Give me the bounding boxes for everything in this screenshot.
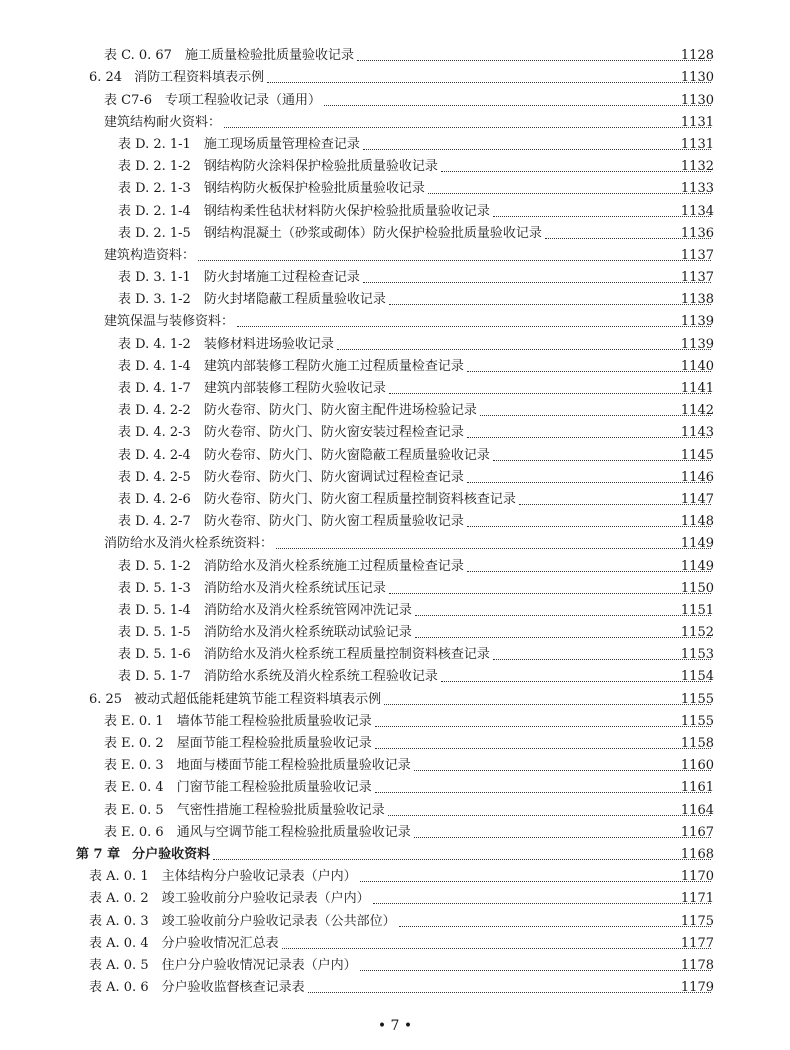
- toc-entry-number: 表 E. 0. 5: [104, 802, 164, 818]
- dot-leader: [414, 836, 711, 838]
- toc-entry-number: 表 D. 3. 1-1: [118, 270, 191, 286]
- toc-entry[interactable]: [0, 419, 790, 441]
- toc-entry-title: 防火封堵施工过程检查记录: [203, 270, 360, 286]
- dot-leader: [388, 814, 711, 816]
- toc-entry[interactable]: [0, 508, 790, 530]
- toc-entry-title: 建筑保温与装修资料：: [104, 314, 235, 330]
- toc-entry-title: 施工质量检验批质量验收记录: [184, 48, 354, 64]
- dot-leader: [308, 991, 711, 993]
- toc-entry-page: 1178: [680, 957, 714, 973]
- toc-entry[interactable]: [0, 375, 790, 397]
- toc-entry-page: 1149: [680, 558, 714, 574]
- dot-leader: [467, 525, 711, 527]
- toc-entry-title: 防火封堵隐蔽工程质量验收记录: [203, 292, 386, 308]
- toc-entry[interactable]: [0, 952, 790, 974]
- toc-entry[interactable]: [0, 641, 790, 663]
- toc-entry[interactable]: [0, 907, 790, 929]
- toc-entry-title: 分户验收监督核查记录表: [161, 980, 305, 996]
- toc-entry-number: 表 C7-6: [104, 92, 153, 108]
- toc-entry-number: 表 D. 5. 1-5: [118, 625, 191, 641]
- toc-entry-title: 建筑结构耐火资料：: [104, 114, 222, 130]
- toc-entry-page: 1130: [680, 70, 714, 86]
- toc-entry-page: 1136: [680, 225, 714, 241]
- toc-entry-title: 地面与楼面节能工程检验批质量验收记录: [176, 758, 411, 774]
- toc-entry-page: 1175: [680, 913, 714, 929]
- toc-entry-number: 6. 24: [89, 70, 123, 86]
- toc-entry-title: 分户验收情况汇总表: [161, 935, 279, 951]
- toc-entry-page: 1132: [680, 159, 714, 175]
- toc-entry-number: 表 A. 0. 1: [89, 869, 149, 885]
- toc-entry[interactable]: [0, 819, 790, 841]
- toc-entry-page: 1167: [680, 824, 714, 840]
- toc-entry-page: 1155: [680, 691, 714, 707]
- toc-entry-page: 1155: [680, 713, 714, 729]
- toc-entry-number: 表 E. 0. 4: [104, 780, 164, 796]
- dot-leader: [467, 370, 711, 372]
- toc-entry-number: 表 D. 4. 2-3: [118, 425, 191, 441]
- toc-entry[interactable]: [0, 197, 790, 219]
- toc-entry[interactable]: [0, 530, 790, 552]
- toc-entry[interactable]: [0, 552, 790, 574]
- dot-leader: [389, 592, 711, 594]
- toc-entry-title: 防火卷帘、防火门、防火窗调试过程检查记录: [203, 469, 464, 485]
- toc-entry-page: 1141: [680, 381, 714, 396]
- toc-entry[interactable]: [0, 486, 790, 508]
- toc-entry-page: 1147: [680, 491, 714, 507]
- toc-entry-page: 1128: [680, 48, 714, 64]
- toc-entry-title: 钢结构柔性毡状材料防火保护检验批质量验收记录: [203, 203, 490, 219]
- toc-entry-number: 表 D. 5. 1-6: [118, 647, 191, 663]
- toc-entry-title: 消防给水系统及消火栓系统工程验收记录: [203, 669, 438, 685]
- toc-entry[interactable]: [0, 242, 790, 264]
- toc-entry-title: 消防给水及消火栓系统联动试验记录: [203, 625, 412, 641]
- toc-entry-number: 表 E. 0. 1: [104, 713, 164, 729]
- toc-entry[interactable]: [0, 730, 790, 752]
- toc-entry[interactable]: [0, 286, 790, 308]
- dot-leader: [360, 969, 711, 971]
- dot-leader: [375, 747, 711, 749]
- toc-entry-page: 1137: [680, 270, 714, 286]
- toc-entry[interactable]: [0, 42, 790, 64]
- toc-entry-title: 竣工验收前分户验收记录表（户内）: [161, 891, 370, 907]
- toc-entry-number: 表 D. 5. 1-2: [118, 558, 191, 574]
- toc-entry-number: 表 E. 0. 3: [104, 758, 164, 774]
- toc-entry-title: 施工现场质量管理检查记录: [203, 136, 360, 152]
- toc-entry[interactable]: [0, 464, 790, 486]
- toc-entry-page: 1168: [680, 846, 714, 862]
- toc-entry-number: 表 D. 4. 1-7: [118, 381, 191, 396]
- toc-entry-page: 1160: [680, 758, 714, 774]
- toc-entry[interactable]: [0, 175, 790, 197]
- toc-entry[interactable]: [0, 131, 790, 153]
- toc-entry[interactable]: [0, 330, 790, 352]
- toc-entry-number: 表 D. 4. 1-2: [118, 336, 191, 352]
- toc-entry-number: 6. 25: [89, 691, 123, 707]
- toc-entry-title: 气密性措施工程检验批质量验收记录: [176, 802, 385, 818]
- toc-entry[interactable]: [0, 885, 790, 907]
- toc-entry-number: 表 D. 5. 1-4: [118, 602, 191, 618]
- dot-leader: [467, 436, 711, 438]
- dot-leader: [357, 59, 711, 61]
- dot-leader: [373, 902, 711, 904]
- toc-entry[interactable]: [0, 575, 790, 597]
- toc-entry-title: 主体结构分户验收记录表（户内）: [161, 869, 357, 885]
- toc-entry-title: 建筑内部装修工程防火验收记录: [203, 381, 386, 396]
- toc-entry-title: 竣工验收前分户验收记录表（公共部位）: [161, 913, 396, 929]
- toc-entry-title: 住户分户验收情况记录表（户内）: [161, 957, 357, 973]
- page-number: • 7 •: [377, 1018, 413, 1034]
- toc-entry-title: 钢结构防火板保护检验批质量验收记录: [203, 181, 425, 197]
- toc-entry[interactable]: [0, 619, 790, 641]
- toc-entry-number: 表 A. 0. 4: [89, 935, 149, 951]
- toc-entry-number: 表 D. 4. 2-7: [118, 514, 191, 530]
- dot-leader: [384, 703, 711, 705]
- toc-entry-number: 表 E. 0. 6: [104, 824, 164, 840]
- toc-entry-number: 表 E. 0. 2: [104, 736, 164, 751]
- toc-entry[interactable]: [0, 796, 790, 818]
- toc-entry-page: 1134: [680, 203, 714, 219]
- dot-leader: [363, 148, 711, 150]
- dot-leader: [198, 259, 711, 261]
- toc-entry-title: 防火卷帘、防火门、防火窗主配件进场检验记录: [203, 403, 477, 419]
- dot-leader: [415, 636, 711, 638]
- toc-entry-page: 1171: [680, 891, 714, 907]
- toc-entry[interactable]: [0, 685, 790, 707]
- toc-entry-title: 钢结构防火涂料保护检验批质量验收记录: [203, 159, 438, 175]
- toc-entry-page: 1179: [680, 980, 714, 996]
- toc-entry[interactable]: [0, 109, 790, 131]
- toc-entry-title: 屋面节能工程检验批质量验收记录: [176, 736, 372, 751]
- toc-entry-title: 墙体节能工程检验批质量验收记录: [176, 713, 372, 729]
- toc-entry-number: 表 D. 2. 1-3: [118, 181, 191, 197]
- toc-entry-page: 1133: [680, 181, 714, 197]
- toc-entry[interactable]: [0, 153, 790, 175]
- toc-entry-number: 表 A. 0. 6: [89, 980, 149, 996]
- toc-entry-number: 表 D. 4. 2-5: [118, 469, 191, 485]
- toc-entry-page: 1142: [680, 403, 714, 419]
- toc-entry-number: 表 A. 0. 5: [89, 957, 149, 973]
- toc-entry[interactable]: [0, 64, 790, 86]
- dot-leader: [480, 414, 711, 416]
- toc-entry-number: 表 D. 5. 1-7: [118, 669, 191, 685]
- dot-leader: [360, 880, 711, 882]
- toc-entry[interactable]: [0, 597, 790, 619]
- dot-leader: [428, 192, 711, 194]
- toc-entry[interactable]: [0, 308, 790, 330]
- table-of-contents: [0, 42, 790, 996]
- toc-entry-page: 1131: [680, 114, 714, 130]
- toc-entry-page: 1158: [680, 736, 714, 751]
- toc-entry-page: 1139: [680, 314, 714, 330]
- toc-entry-title: 钢结构混凝土（砂浆或砌体）防火保护检验批质量验收记录: [203, 225, 542, 241]
- dot-leader: [224, 126, 711, 128]
- toc-entry-title: 消防给水及消火栓系统管网冲洗记录: [203, 602, 412, 618]
- toc-entry[interactable]: [0, 774, 790, 796]
- dot-leader: [213, 858, 711, 860]
- toc-entry[interactable]: [0, 397, 790, 419]
- toc-entry-page: 1153: [680, 647, 714, 663]
- toc-entry-title: 消防给水及消火栓系统资料：: [104, 536, 274, 552]
- toc-entry-page: 1149: [680, 536, 714, 552]
- toc-entry-page: 1170: [680, 869, 714, 885]
- dot-leader: [324, 104, 711, 106]
- toc-entry-number: 表 D. 5. 1-3: [118, 580, 191, 596]
- toc-entry-page: 1138: [680, 292, 714, 308]
- toc-entry-title: 被动式超低能耗建筑节能工程资料填表示例: [134, 691, 382, 707]
- toc-entry-page: 1145: [680, 447, 714, 463]
- dot-leader: [399, 925, 711, 927]
- toc-entry-number: 表 D. 2. 1-5: [118, 225, 191, 241]
- toc-entry-title: 专项工程验收记录（通用）: [165, 92, 322, 108]
- toc-entry-title: 建筑构造资料：: [104, 247, 196, 263]
- toc-entry-page: 1151: [680, 602, 714, 618]
- dot-leader: [276, 547, 711, 549]
- toc-entry[interactable]: [0, 663, 790, 685]
- dot-leader: [441, 680, 711, 682]
- toc-entry-title: 消防工程资料填表示例: [134, 70, 265, 86]
- toc-entry-page: 1177: [680, 935, 714, 951]
- dot-leader: [441, 170, 711, 172]
- toc-entry-page: 1143: [680, 425, 714, 441]
- toc-entry-title: 通风与空调节能工程检验批质量验收记录: [176, 824, 411, 840]
- toc-entry-number: 第 7 章: [76, 846, 121, 862]
- toc-entry-number: 表 D. 2. 1-2: [118, 159, 191, 175]
- toc-entry-title: 消防给水及消火栓系统施工过程质量检查记录: [203, 558, 464, 574]
- toc-entry[interactable]: [0, 441, 790, 463]
- toc-entry-page: 1146: [680, 469, 714, 485]
- toc-entry-number: 表 A. 0. 3: [89, 913, 149, 929]
- toc-entry[interactable]: [0, 264, 790, 286]
- toc-entry-number: 表 A. 0. 2: [89, 891, 149, 907]
- toc-entry-title: 防火卷帘、防火门、防火窗工程质量控制资料核查记录: [203, 491, 516, 507]
- toc-entry-title: 门窗节能工程检验批质量验收记录: [176, 780, 372, 796]
- dot-leader: [493, 215, 711, 217]
- toc-entry-title: 防火卷帘、防火门、防火窗安装过程检查记录: [203, 425, 464, 441]
- dot-leader: [282, 947, 711, 949]
- toc-entry-page: 1130: [680, 92, 714, 108]
- toc-entry[interactable]: [0, 930, 790, 952]
- dot-leader: [267, 81, 711, 83]
- toc-entry[interactable]: [0, 708, 790, 730]
- dot-leader: [375, 725, 711, 727]
- toc-entry-page: 1139: [680, 336, 714, 352]
- toc-entry-number: 表 D. 4. 1-4: [118, 358, 191, 374]
- dot-leader: [389, 392, 711, 394]
- toc-entry-number: 表 D. 4. 2-6: [118, 491, 191, 507]
- toc-entry-page: 1154: [680, 669, 714, 685]
- toc-entry-number: 表 C. 0. 67: [104, 48, 172, 64]
- toc-entry-page: 1137: [680, 247, 714, 263]
- toc-entry-title: 消防给水及消火栓系统工程质量控制资料核查记录: [203, 647, 490, 663]
- toc-entry[interactable]: [0, 220, 790, 242]
- dot-leader: [363, 281, 711, 283]
- toc-entry-page: 1150: [680, 580, 714, 596]
- dot-leader: [493, 459, 711, 461]
- toc-entry-title: 防火卷帘、防火门、防火窗隐蔽工程质量验收记录: [203, 447, 490, 463]
- toc-entry[interactable]: [0, 974, 790, 996]
- toc-entry[interactable]: [0, 863, 790, 885]
- toc-entry-number: 表 D. 4. 2-2: [118, 403, 191, 419]
- toc-entry-page: 1131: [680, 136, 714, 152]
- dot-leader: [467, 481, 711, 483]
- dot-leader: [389, 303, 711, 305]
- dot-leader: [375, 791, 711, 793]
- dot-leader: [237, 325, 711, 327]
- toc-entry[interactable]: [0, 353, 790, 375]
- toc-entry-title: 消防给水及消火栓系统试压记录: [203, 580, 386, 596]
- dot-leader: [414, 769, 711, 771]
- toc-entry[interactable]: [0, 841, 790, 863]
- toc-entry[interactable]: [0, 86, 790, 108]
- toc-entry-page: 1161: [680, 780, 714, 796]
- toc-entry-title: 防火卷帘、防火门、防火窗工程质量验收记录: [203, 514, 464, 530]
- toc-entry-page: 1152: [680, 625, 714, 641]
- dot-leader: [415, 614, 711, 616]
- dot-leader: [493, 658, 711, 660]
- toc-entry-number: 表 D. 2. 1-1: [118, 136, 191, 152]
- toc-entry-page: 1148: [680, 514, 714, 530]
- toc-entry[interactable]: [0, 752, 790, 774]
- toc-entry-number: 表 D. 3. 1-2: [118, 292, 191, 308]
- toc-entry-page: 1140: [680, 358, 714, 374]
- dot-leader: [467, 570, 711, 572]
- toc-entry-number: 表 D. 2. 1-4: [118, 203, 191, 219]
- toc-entry-title: 建筑内部装修工程防火施工过程质量检查记录: [203, 358, 464, 374]
- toc-entry-title: 分户验收资料: [132, 846, 211, 862]
- toc-entry-title: 装修材料进场验收记录: [203, 336, 334, 352]
- toc-entry-page: 1164: [680, 802, 714, 818]
- toc-entry-number: 表 D. 4. 2-4: [118, 447, 191, 463]
- dot-leader: [337, 348, 711, 350]
